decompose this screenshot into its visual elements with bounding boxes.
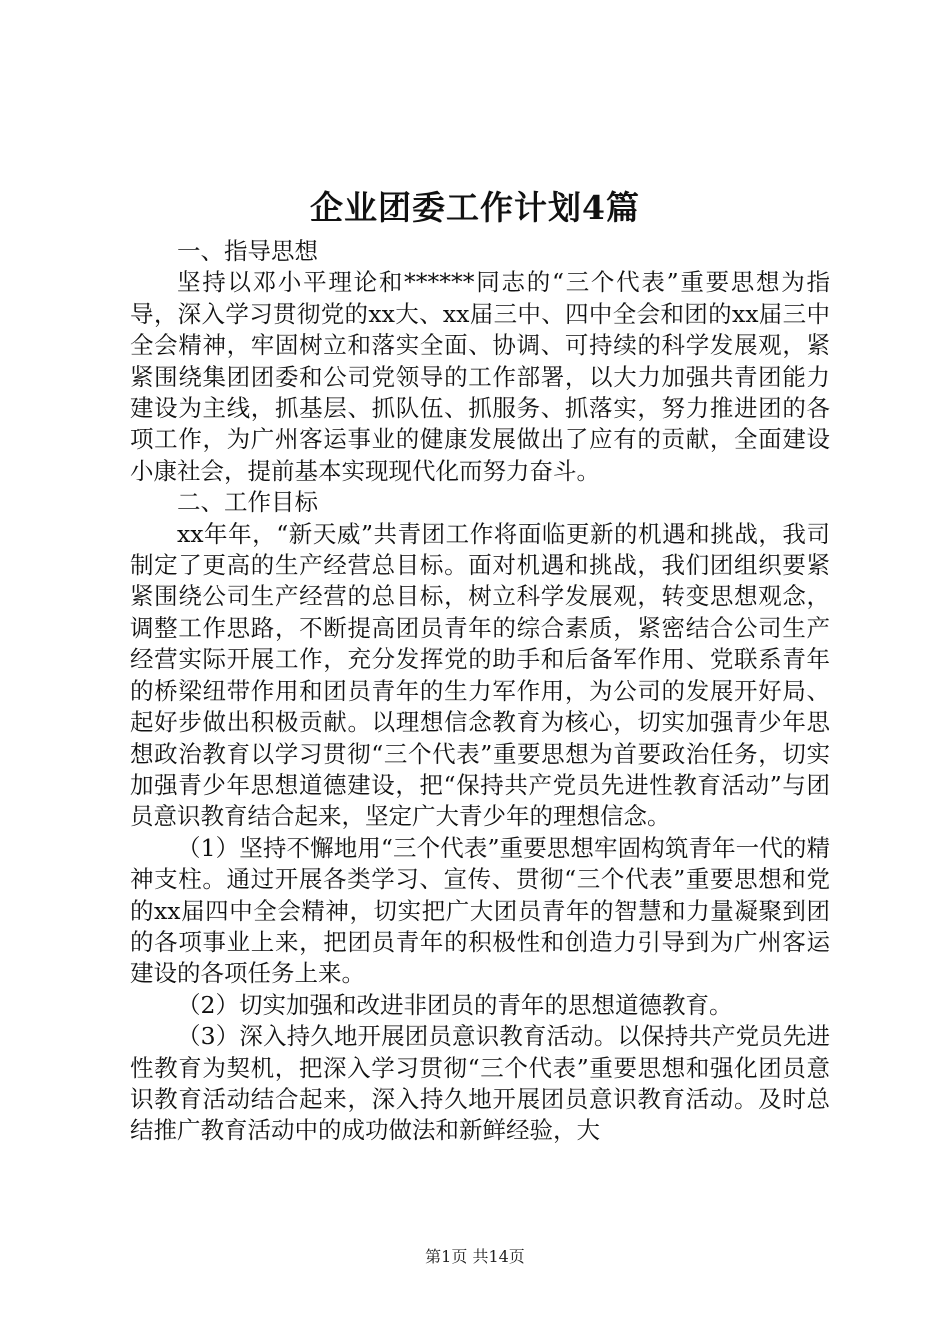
paragraph-item-3: （3）深入持久地开展团员意识教育活动。以保持共产党员先进性教育为契机，把深入学习贯彻“三个代表”重要思想和强化团员意识教育活动结合起来，深入持久地开展团员意识教育活动。及时总结推广教育活动中的成功做法和新鲜经验，大 xyxy=(130,1022,830,1145)
section-heading-guiding-ideology: 一、指导思想 xyxy=(177,237,318,265)
document-title: 企业团委工作计划4篇 xyxy=(310,188,640,227)
paragraph-work-goals: xx年年，“新天威”共青团工作将面临更新的机遇和挑战，我司制定了更高的生产经营总目标。面对机遇和挑战，我们团组织要紧紧围绕公司生产经营的总目标，树立科学发展观，转变思想观念，调整工作思路，不断提高团员青年的综合素质，紧密结合公司生产经营实际开展工作，充分发挥党的助手和后备军作用、党联系青年的桥梁纽带作用和团员青年的生力军作用，为公司的发展开好局、起好步做出积极贡献。以理想信念教育为核心，切实加强青少年思想政治教育以学习贯彻“三个代表”重要思想为首要政治任务，切实加强青少年思想道德建设，把“保持共产党员先进性教育活动”与团员意识教育结合起来，坚定广大青少年的理想信念。 xyxy=(130,519,830,831)
paragraph-item-2: （2）切实加强和改进非团员的青年的思想道德教育。 xyxy=(177,990,733,1019)
page-footer: 第1页 共14页 xyxy=(425,1247,525,1266)
document-body xyxy=(130,236,830,1147)
paragraph-guiding-ideology: 坚持以邓小平理论和******同志的“三个代表”重要思想为指导，深入学习贯彻党的xx大、xx届三中、四中全会和团的xx届三中全会精神，牢固树立和落实全面、协调、可持续的科学发展观，紧紧围绕集团团委和公司党领导的工作部署，以大力加强共青团能力建设为主线，抓基层、抓队伍、抓服务、抓落实，努力推进团的各项工作，为广州客运事业的健康发展做出了应有的贡献，全面建设小康社会，提前基本实现现代化而努力奋斗。 xyxy=(130,268,830,485)
section-heading-work-goals: 二、工作目标 xyxy=(177,488,318,517)
paragraph-item-1: （1）坚持不懈地用“三个代表”重要思想牢固构筑青年一代的精神支柱。通过开展各类学习、宣传、贯彻“三个代表”重要思想和党的xx届四中全会精神，切实把广大团员青年的智慧和力量凝聚到团的各项事业上来，把团员青年的积极性和创造力引导到为广州客运建设的各项任务上来。 xyxy=(130,833,830,988)
